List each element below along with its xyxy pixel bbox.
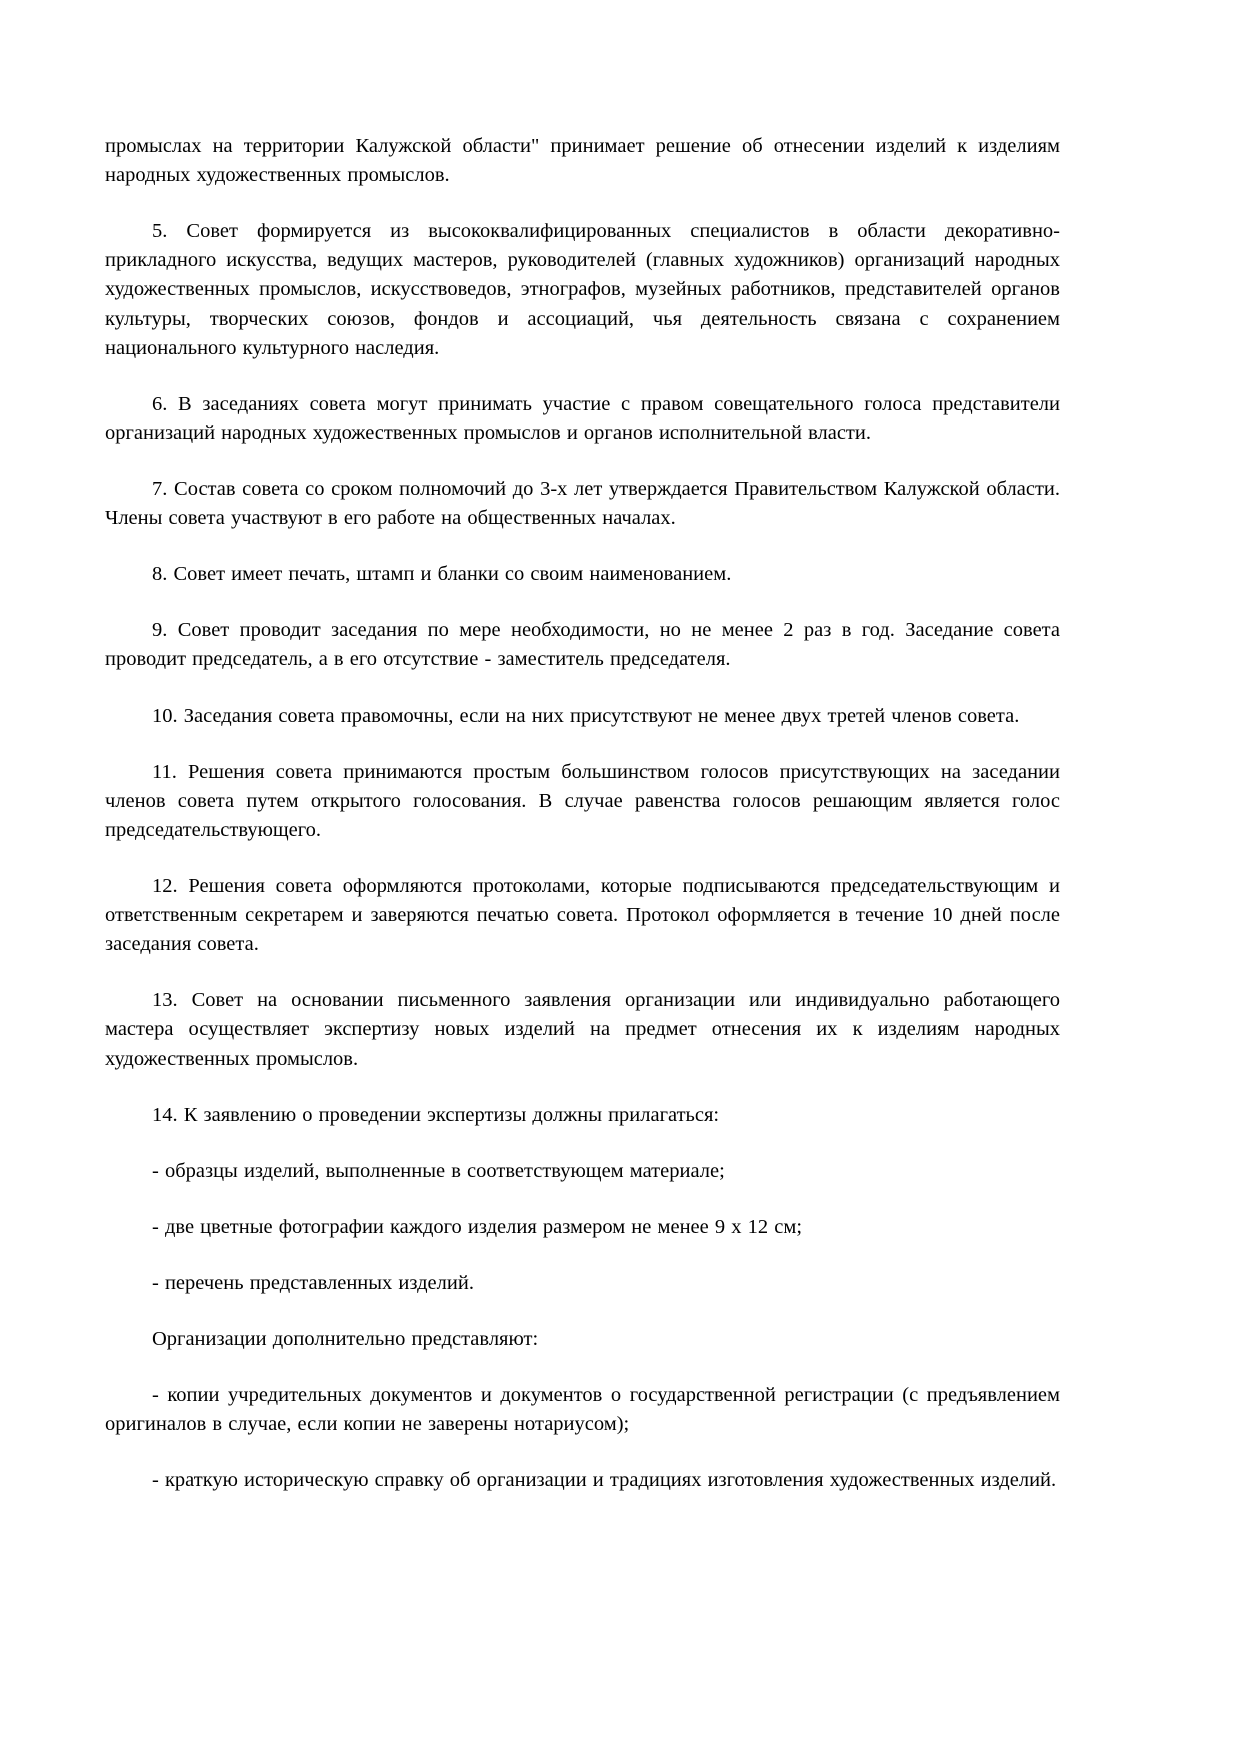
paragraph-item-5: 5. Совет формируется из высококвалифицированных специалистов в области декоративно-прикладного искусства, ведущих мастеров, руководителей (главных художников) организаций народных художественных промыслов, искусствоведов, этнографов, музейных работников, представителей органов культуры, творческих союзов, фондов и ассоциаций, чья деятельность связана с сохранением национального культурного наследия.: [105, 220, 1060, 359]
paragraph-organizations-intro: Организации дополнительно представляют:: [152, 1328, 539, 1351]
paragraph-item-10: 10. Заседания совета правомочны, если на них присутствуют не менее двух третей членов совета.: [152, 704, 1020, 727]
paragraph-item-6: 6. В заседаниях совета могут принимать участие с правом совещательного голоса представители организаций народных художественных промыслов и органов исполнительной власти.: [105, 392, 1060, 444]
paragraph-list-historical-note: - краткую историческую справку об организации и традициях изготовления художественных изделий.: [152, 1469, 1057, 1492]
paragraph-item-11: 11. Решения совета принимаются простым большинством голосов присутствующих на заседании членов совета путем открытого голосования. В случае равенства голосов решающим является голос председательствующего.: [105, 760, 1060, 841]
paragraph-list-inventory: - перечень представленных изделий.: [152, 1271, 474, 1294]
paragraph-list-samples: - образцы изделий, выполненные в соответствующем материале;: [152, 1159, 725, 1182]
paragraph-item-9: 9. Совет проводит заседания по мере необходимости, но не менее 2 раз в год. Заседание совета проводит председатель, а в его отсутствие - заместитель председателя.: [105, 619, 1060, 671]
paragraph-list-founding-docs: - копии учредительных документов и документов о государственной регистрации (с предъявлением оригиналов в случае, если копии не заверены нотариусом);: [105, 1384, 1060, 1436]
paragraph-item-8: 8. Совет имеет печать, штамп и бланки со своим наименованием.: [152, 563, 732, 586]
paragraph-item-12: 12. Решения совета оформляются протоколами, которые подписываются председательствующим и ответственным секретарем и заверяются печатью совета. Протокол оформляется в течение 10 дней после заседания совета.: [105, 874, 1060, 956]
paragraph-continuation: промыслах на территории Калужской области" принимает решение об отнесении изделий к изделиям народных художественных промыслов.: [105, 135, 1060, 187]
paragraph-item-7: 7. Состав совета со сроком полномочий до 3-х лет утверждается Правительством Калужской области. Члены совета участвуют в его работе на общественных началах.: [105, 477, 1060, 530]
paragraph-item-14: 14. К заявлению о проведении экспертизы должны прилагаться:: [152, 1103, 720, 1126]
paragraph-item-13: 13. Совет на основании письменного заявления организации или индивидуально работающего мастера осуществляет экспертизу новых изделий на предмет отнесения их к изделиям народных художественных промыслов.: [105, 989, 1060, 1070]
paragraph-list-photos: - две цветные фотографии каждого изделия размером не менее 9 х 12 см;: [152, 1215, 803, 1238]
